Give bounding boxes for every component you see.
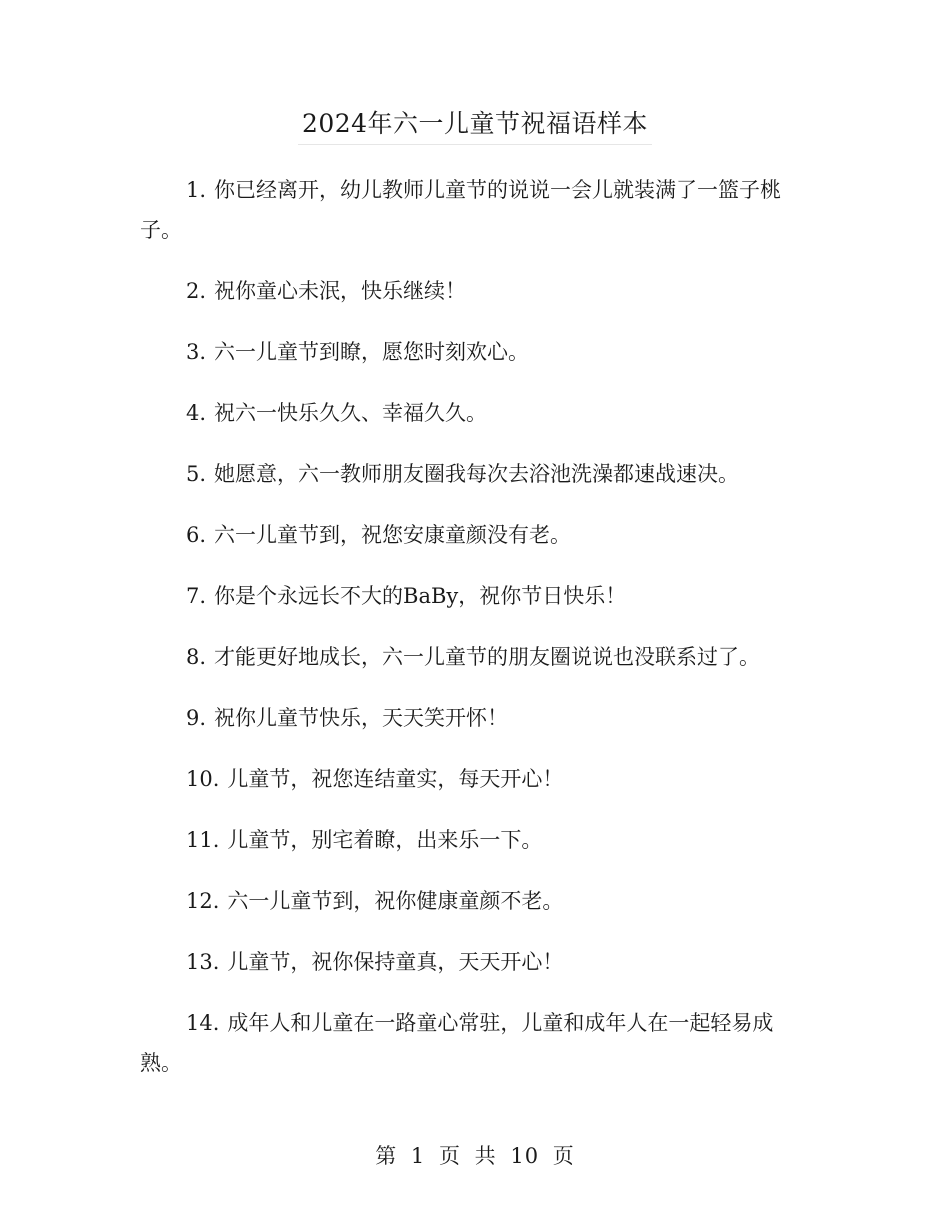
list-item (140, 170, 812, 250)
page-footer (0, 1140, 950, 1172)
document-title-text: 2024年六一儿童节祝福语样本 (298, 104, 652, 145)
item-number: 9. (186, 706, 207, 730)
item-text: 六一儿童节到，祝你健康童颜不老。 (227, 889, 564, 913)
greeting-list (140, 170, 812, 1104)
item-text: 儿童节，别宅着瞭，出来乐一下。 (227, 828, 543, 852)
item-number: 11. (186, 828, 220, 852)
list-item (140, 393, 812, 433)
item-text: 你是个永远长不大的BaBy，祝你节日快乐！ (214, 584, 627, 608)
footer-label-page-unit: 页 (438, 1144, 461, 1168)
item-number: 8. (186, 645, 207, 669)
list-item (140, 698, 812, 738)
list-item (140, 637, 812, 677)
list-item (140, 820, 812, 860)
list-item (140, 759, 812, 799)
item-number: 12. (186, 889, 220, 913)
item-number: 1. (186, 178, 207, 202)
item-text: 祝六一快乐久久、幸福久久。 (214, 401, 488, 425)
footer-total-pages: 10 (510, 1144, 540, 1168)
item-number: 2. (186, 279, 207, 303)
item-text: 你已经离开，幼儿教师儿童节的说说一会儿就装满了一篮子桃子。 (140, 178, 782, 242)
list-item (140, 454, 812, 494)
item-text: 六一儿童节到瞭，愿您时刻欢心。 (214, 340, 530, 364)
footer-label-total: 共 (474, 1144, 497, 1168)
item-text: 六一儿童节到，祝您安康童颜没有老。 (214, 523, 572, 547)
footer-current-page: 1 (410, 1144, 426, 1168)
item-text: 祝你童心未泯，快乐继续！ (214, 279, 467, 303)
item-text: 才能更好地成长，六一儿童节的朋友圈说说也没联系过了。 (214, 645, 761, 669)
item-text: 她愿意，六一教师朋友圈我每次去浴池洗澡都速战速决。 (214, 462, 740, 486)
list-item (140, 271, 812, 311)
item-text: 祝你儿童节快乐，天天笑开怀！ (214, 706, 509, 730)
item-text: 成年人和儿童在一路童心常驻，儿童和成年人在一起轻易成熟。 (140, 1011, 774, 1075)
list-item (140, 881, 812, 921)
footer-label-total-unit: 页 (552, 1144, 575, 1168)
item-text: 儿童节，祝您连结童实，每天开心！ (227, 767, 564, 791)
item-text: 儿童节，祝你保持童真，天天开心！ (227, 950, 564, 974)
item-number: 7. (186, 584, 207, 608)
item-number: 5. (186, 462, 207, 486)
item-number: 4. (186, 401, 207, 425)
item-number: 14. (186, 1011, 220, 1035)
item-number: 6. (186, 523, 207, 547)
list-item (140, 942, 812, 982)
document-title (0, 104, 950, 145)
footer-label-page: 第 (375, 1144, 398, 1168)
list-item (140, 332, 812, 372)
item-number: 3. (186, 340, 207, 364)
item-number: 13. (186, 950, 220, 974)
list-item (140, 1003, 812, 1083)
list-item (140, 515, 812, 555)
item-number: 10. (186, 767, 220, 791)
list-item (140, 576, 812, 616)
